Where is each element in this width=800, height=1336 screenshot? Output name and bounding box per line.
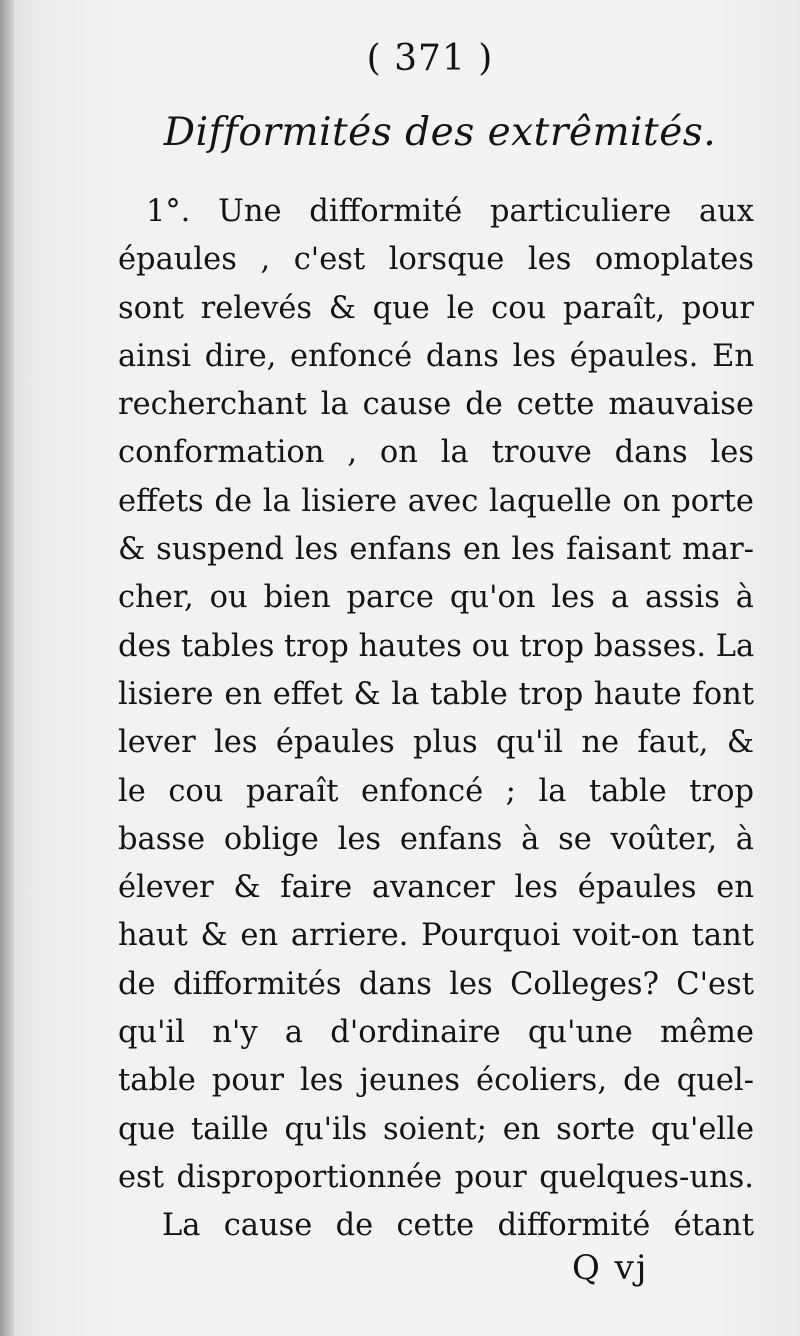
text-line: basse oblige les enfans à se voûter, à xyxy=(118,821,754,857)
text-line: est disproportionnée pour quelques-uns. xyxy=(118,1159,754,1195)
text-line: ainsi dire, enfoncé dans les épaules. En xyxy=(118,338,754,374)
text-line: haut & en arriere. Pourquoi voit-on tant xyxy=(118,918,754,954)
text-line: élever & faire avancer les épaules en xyxy=(118,870,754,906)
text-line: & suspend les enfans en les faisant mar- xyxy=(118,532,754,568)
text-line: de difformités dans les Colleges? C'est xyxy=(118,966,754,1002)
section-heading: Difformités des extrêmités. xyxy=(163,110,717,155)
text-line: épaules , c'est lorsque les omoplates xyxy=(118,242,754,278)
text-line: des tables trop hautes ou trop basses. La xyxy=(118,628,755,664)
text-line: 1°. Une difformité particuliere aux xyxy=(146,194,754,229)
page-number: ( 371 ) xyxy=(366,38,494,79)
text-line: sont relevés & que le cou paraît, pour xyxy=(118,290,754,326)
text-line: que taille qu'ils soient; en sorte qu'elle xyxy=(118,1111,754,1147)
text-line: recherchant la cause de cette mauvaise xyxy=(118,387,754,423)
body-text xyxy=(118,188,754,1251)
signature-mark: Q vj xyxy=(572,1248,649,1288)
text-line: le cou paraît enfoncé ; la table trop xyxy=(118,773,754,809)
binding-shadow xyxy=(0,0,14,1336)
text-line: table pour les jeunes écoliers, de quel- xyxy=(118,1063,754,1099)
text-line: conformation , on la trouve dans les xyxy=(118,435,754,471)
text-line: effets de la lisiere avec laquelle on porte xyxy=(118,483,754,519)
text-line: La cause de cette difformité étant xyxy=(162,1208,754,1244)
text-line: cher, ou bien parce qu'on les a assis à xyxy=(118,580,754,616)
text-line: lisiere en effet & la table trop haute font xyxy=(118,676,754,712)
text-line: lever les épaules plus qu'il ne faut, & xyxy=(118,725,754,761)
text-line: qu'il n'y a d'ordinaire qu'une même xyxy=(118,1015,754,1051)
